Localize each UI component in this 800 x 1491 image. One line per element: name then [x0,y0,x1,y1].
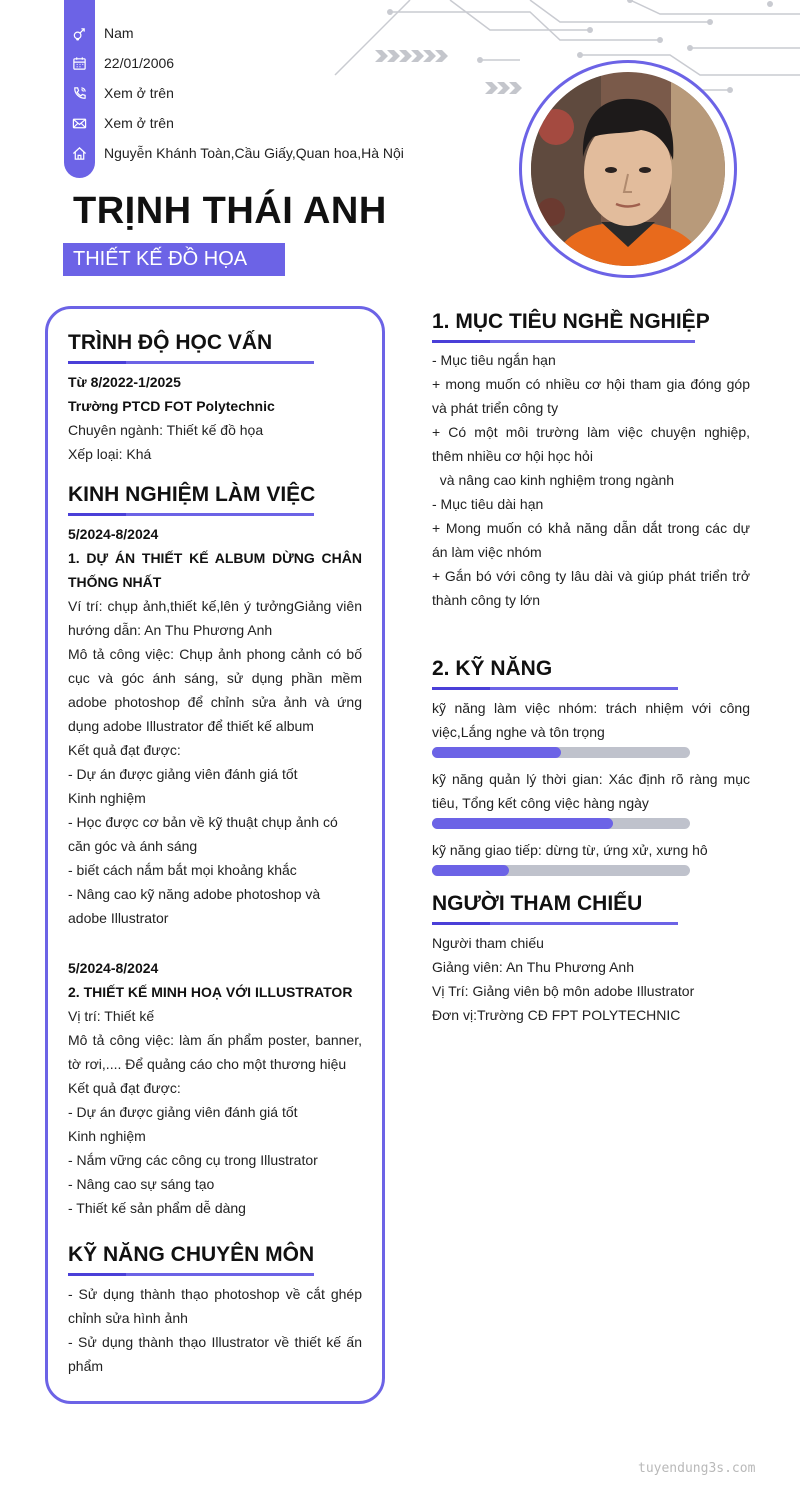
skills-section [432,656,750,885]
project-lesson: - Nắm vững các công cụ trong Illustrator [68,1152,318,1168]
project-result-label: Kết quả đạt được: [68,742,181,758]
skill-bar [432,747,690,758]
career-goal-line: + Gắn bó với công ty lâu dài và giúp phát triển trở thành công ty lớn [432,568,750,608]
reference-line: Vị Trí: Giảng viên bộ môn adobe Illustrator [432,983,695,999]
project-name: 1. DỰ ÁN THIẾT KẾ ALBUM DỪNG CHÂN THỐNG NHẤT [68,550,362,590]
skill-bar-fill [432,747,561,758]
contact-address [64,138,404,168]
career-goal-line: + Có một môi trường làm việc chuyện nghiệp, thêm nhiều cơ hội học hỏi [432,424,750,464]
skill-text: kỹ năng quản lý thời gian: Xác định rõ ràng mục tiêu, Tổng kết công việc hàng ngày [432,771,750,811]
professional-skill-item: - Sử dụng thành thạo photoshop về cắt ghép chỉnh sửa hình ảnh [68,1286,362,1326]
reference-line: Người tham chiếu [432,935,544,951]
avatar [531,72,725,266]
project-period: 5/2024-8/2024 [68,960,159,976]
gender-value: Nam [104,25,134,41]
project-description: Mô tả công việc: Chụp ảnh phong cảnh có bố cục và góc ánh sáng, sử dụng phần mềm adobe photoshop để chỉnh sửa ảnh và ứng dụng adobe Illustrator để thiết kế album [68,646,362,734]
skills-underline [432,687,678,690]
email-value: Xem ở trên [104,115,174,131]
project-lesson: - biết cách nắm bắt mọi khoảng khắc [68,862,297,878]
career-goal-line: và nâng cao kinh nghiệm trong ngành [432,472,675,488]
education-grade: Xếp loại: Khá [68,446,152,462]
professional-skill-item: - Sử dụng thành thạo Illustrator về thiết kế ấn phẩm [68,1334,362,1374]
project-name: 2. THIẾT KẾ MINH HOẠ VỚI ILLUSTRATOR [68,984,353,1000]
home-icon [64,146,95,161]
references-title: NGƯỜI THAM CHIẾU [432,892,643,915]
project-lesson: - Học được cơ bản về kỹ thuật chụp ảnh có căn góc và ánh sáng [68,814,338,854]
education-section [68,330,362,466]
project-role: Vị trí: Thiết kế [68,1008,155,1024]
contact-list [64,18,404,168]
education-major: Chuyên ngành: Thiết kế đồ họa [68,422,264,438]
professional-skills-section [68,1242,362,1378]
career-goal-line: + mong muốn có nhiều cơ hội tham gia đóng góp và phát triển công ty [432,376,750,416]
project-lesson: - Nâng cao sự sáng tạo [68,1176,215,1192]
reference-line: Đơn vị:Trường CĐ FPT POLYTECHNIC [432,1007,681,1023]
reference-line: Giảng viên: An Thu Phương Anh [432,959,634,975]
calendar-icon [64,56,95,71]
project-lesson: - Thiết kế sản phẩm dễ dàng [68,1200,246,1216]
skill-bar-fill [432,865,509,876]
experience-title: KINH NGHIỆM LÀM VIỆC [68,483,316,506]
education-title: TRÌNH ĐỘ HỌC VẤN [68,331,273,354]
professional-skills-underline [68,1273,314,1276]
contact-birthdate [64,48,175,78]
career-goal-line: - Mục tiêu dài hạn [432,496,544,512]
education-school: Trường PTCD FOT Polytechnic [68,398,275,414]
skill-bar-fill [432,818,613,829]
project-lesson: - Nâng cao kỹ năng adobe photoshop và adobe Illustrator [68,886,321,926]
mail-icon [64,116,95,131]
career-goal-line: - Mục tiêu ngắn hạn [432,352,556,368]
job-title: THIẾT KẾ ĐỒ HỌA [63,243,285,276]
gender-icon [64,26,95,41]
contact-email [64,108,174,138]
project-experience-label: Kinh nghiệm [68,790,146,806]
career-goals-underline [432,340,695,343]
project-experience-label: Kinh nghiệm [68,1128,146,1144]
experience-underline [68,513,314,516]
skill-bar [432,865,690,876]
references-section [432,891,750,1027]
skill-text: kỹ năng làm việc nhóm: trách nhiệm với công việc,Lắng nghe và tôn trọng [432,700,750,740]
skills-title: 2. KỸ NĂNG [432,657,553,680]
address-value: Nguyễn Khánh Toàn,Cầu Giấy,Quan hoa,Hà Nội [104,145,404,161]
birthdate-value: 22/01/2006 [104,55,175,71]
contact-phone [64,78,174,108]
education-underline [68,361,314,364]
contact-gender [64,18,134,48]
career-goals-title: 1. MỤC TIÊU NGHỀ NGHIỆP [432,310,710,333]
phone-value: Xem ở trên [104,85,174,101]
project-result-label: Kết quả đạt được: [68,1080,181,1096]
career-goal-line: + Mong muốn có khả năng dẫn dắt trong các dự án làm việc nhóm [432,520,750,560]
project-result: - Dự án được giảng viên đánh giá tốt [68,1104,298,1120]
skill-bar [432,818,690,829]
project-result: - Dự án được giảng viên đánh giá tốt [68,766,298,782]
project-2 [68,956,362,1220]
project-role: Ví trí: chụp ảnh,thiết kế,lên ý tưởngGiảng viên hướng dẫn: An Thu Phương Anh [68,598,362,638]
phone-icon [64,86,95,101]
skill-text: kỹ năng giao tiếp: dừng từ, ứng xử, xưng hô [432,842,708,858]
experience-section [68,482,362,1220]
project-description: Mô tả công việc: làm ấn phẩm poster, banner, tờ rơi,.... Để quảng cáo cho một thương hiệu [68,1032,362,1072]
education-period: Từ 8/2022-1/2025 [68,374,181,390]
candidate-name: TRỊNH THÁI ANH [73,190,387,232]
project-1 [68,522,362,930]
professional-skills-title: KỸ NĂNG CHUYÊN MÔN [68,1243,315,1266]
career-goals-section [432,309,750,612]
watermark: tuyendung3s.com [638,1461,756,1476]
project-period: 5/2024-8/2024 [68,526,159,542]
references-underline [432,922,678,925]
